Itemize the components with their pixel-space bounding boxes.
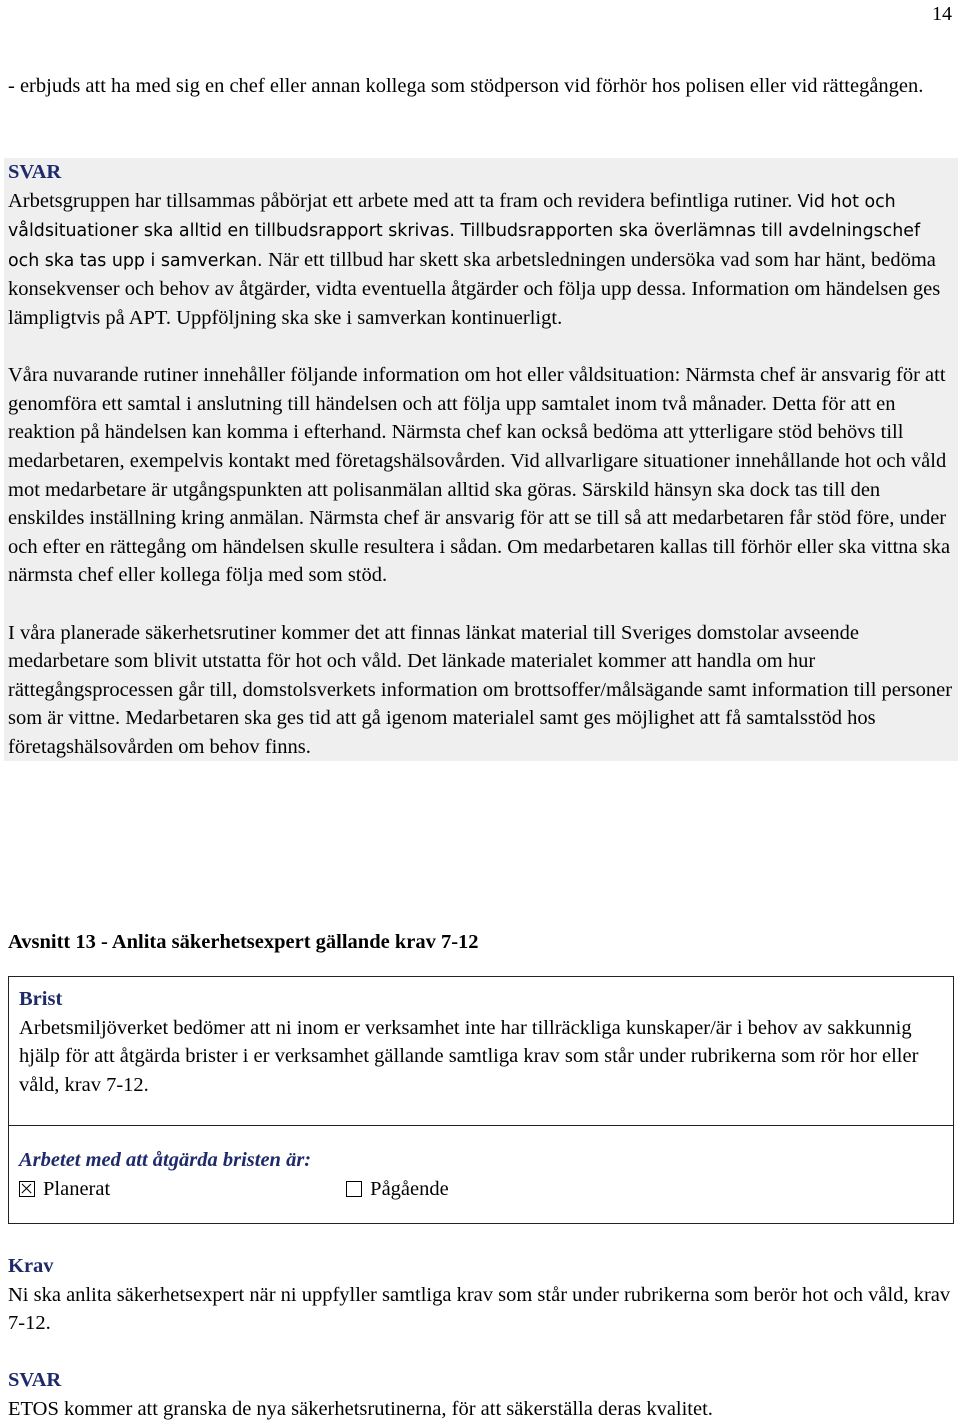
- page-number: 14: [932, 3, 952, 25]
- answer-heading: SVAR: [8, 161, 62, 183]
- krav-label: Krav: [8, 1255, 54, 1277]
- answer-paragraph-3: I våra planerade säkerhetsrutiner kommer det att finnas länkat material till Sveriges domstolar avseende medarbetare som blivit utstatta för hot och våld. Det länkade materialet kommer att handla om hur rättegångsprocessen går till, domstolsverkets information om brottsoffer/målsägande samt information till personer som är vittne. Medarbetaren ska ges tid att gå igenom materialel samt ges möjlighet att få samtalsstöd hos företagshälsovården om behov finns.: [8, 621, 953, 758]
- status-option-ongoing[interactable]: [346, 1175, 449, 1204]
- final-answer-section: [8, 1366, 954, 1423]
- final-answer-heading: SVAR: [8, 1369, 62, 1391]
- answer-paragraph-1: [8, 158, 954, 333]
- status-options: [19, 1175, 943, 1204]
- checked-box-icon[interactable]: [19, 1181, 35, 1197]
- answer-section: [4, 158, 958, 761]
- status-option-planned[interactable]: [19, 1175, 110, 1204]
- final-answer-text: ETOS kommer att granska de nya säkerhetsrutinerna, för att säkerställa deras kvalitet.: [8, 1397, 713, 1420]
- status-title: Arbetet med att åtgärda bristen är:: [19, 1149, 312, 1171]
- krav-text: Ni ska anlita säkerhetsexpert när ni uppfyller samtliga krav som står under rubrikerna som berör hot och våld, krav 7-12.: [8, 1283, 951, 1335]
- brist-box: [8, 976, 954, 1126]
- unchecked-box-icon[interactable]: [346, 1181, 362, 1197]
- intro-bullet: - erbjuds att ha med sig en chef eller annan kollega som stödperson vid förhör hos polisen eller vid rättegången.: [8, 75, 924, 97]
- krav-section: [8, 1252, 954, 1338]
- answer-text-serif: Arbetsgruppen har tillsammas påbörjat ett arbete med att ta fram och revidera befintliga rutiner.: [8, 189, 798, 212]
- status-option-planned-label: Planerat: [43, 1177, 111, 1200]
- answer-text-sans: Vid hot och våldsituationer ska alltid en tillbudsrapport skrivas. Tillbudsrapporten ska överlämnas till avdelningschef och ska tas upp i samverkan.: [8, 191, 921, 271]
- brist-label: Brist: [19, 988, 63, 1010]
- brist-text: Arbetsmiljöverket bedömer att ni inom er verksamhet inte har tillräckliga kunskaper/är i behov av sakkunnig hjälp för att åtgärda brister i er verksamhet gällande samtliga krav som står under rubrikerna som rör hor eller våld, krav 7-12.: [19, 1016, 919, 1096]
- section-heading: Avsnitt 13 - Anlita säkerhetsexpert gällande krav 7-12: [8, 931, 479, 953]
- answer-text-rest: När ett tillbud har skett ska arbetsledningen undersöka vad som har hänt, bedöma konsekvenser och behov av åtgärder, vidta eventuella åtgärder och följa upp dessa. Information om händelsen ges lämpligtvis på APT. Uppföljning ska ske i samverkan kontinuerligt.: [8, 248, 941, 329]
- status-option-ongoing-label: Pågående: [370, 1177, 449, 1200]
- answer-paragraph-2: Våra nuvarande rutiner innehåller följande information om hot eller våldsituation: Närmsta chef är ansvarig för att genomföra ett samtal i anslutning till händelsen och att följa upp samtalet inom två månader. Detta för att en reaktion på händelsen kan komma i efterhand. Närmsta chef kan också bedöma att ytterligare stöd behövs till medarbetaren, exempelvis kontakt med företagshälsovården. Vid allvarligare situationer innehållande hot och våld mot medarbetare är utgångspunkten att polisanmälan alltid ska göras. Särskild hänsyn ska dock tas till den enskildes inställning kring anmälan. Närmsta chef är ansvarig för att se till så att medarbetaren får stöd före, under och efter en rättegång om händelsen skulle resultera i sådan. Om medarbetaren kallas till förhör eller ska vittna ska närmsta chef eller kollega följa med som stöd.: [8, 364, 951, 587]
- status-box: [8, 1126, 954, 1224]
